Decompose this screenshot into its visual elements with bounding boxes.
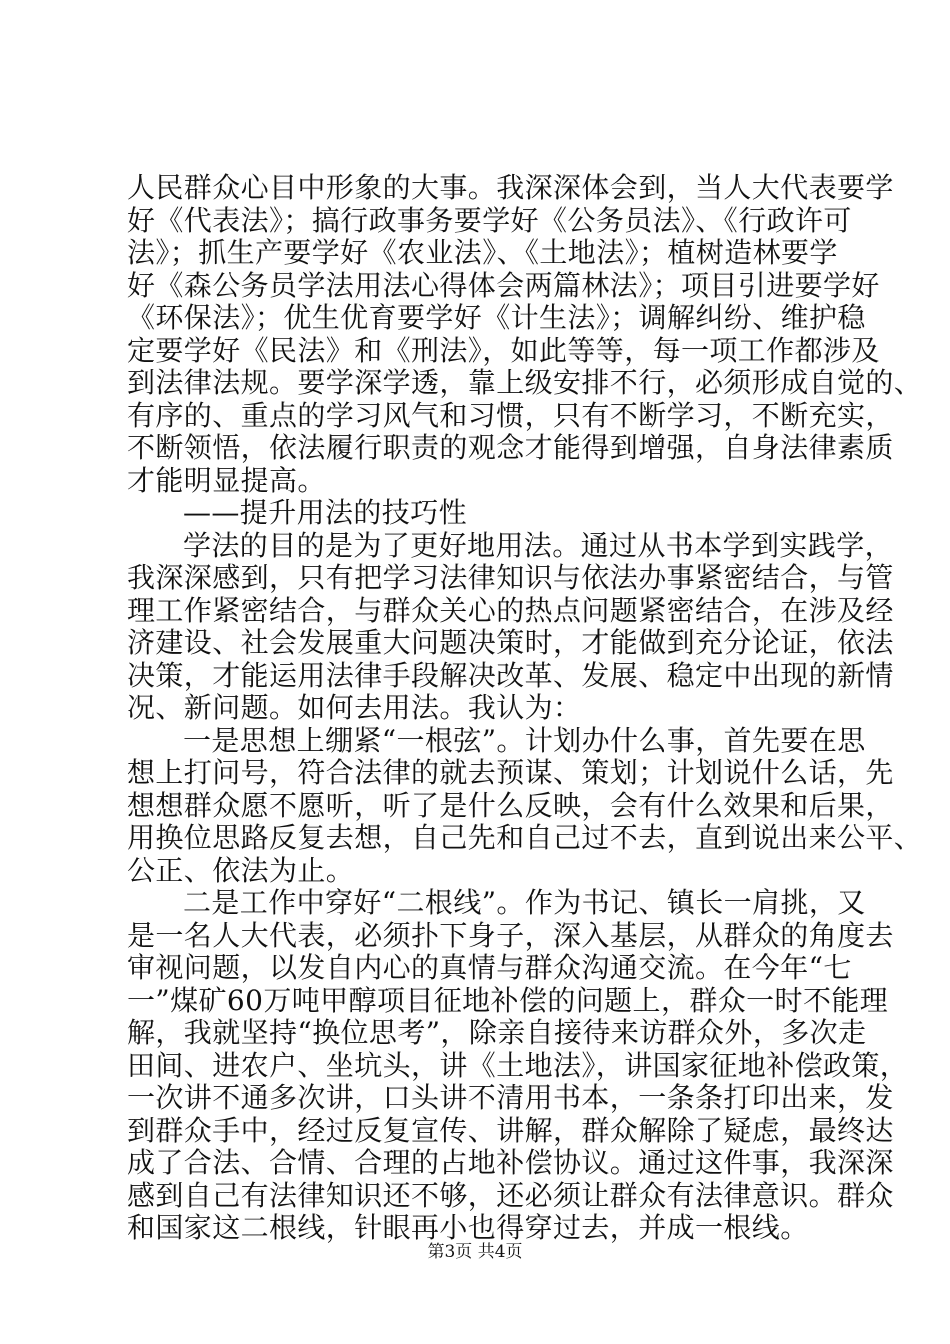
text-line: 才能明显提高。 bbox=[127, 463, 326, 497]
text-line: 解，我就坚持“换位思考”，除亲自接待来访群众外，多次走 bbox=[127, 1016, 867, 1049]
text-line: 想想群众愿不愿听，听了是什么反映，会有什么效果和后果， bbox=[127, 788, 894, 822]
text-line: 一次讲不通多次讲，口头讲不清用书本，一条条打印出来，发 bbox=[127, 1081, 894, 1114]
text-line: 到群众手中，经过反复宣传、讲解，群众解除了疑虑，最终达 bbox=[127, 1113, 894, 1147]
text-line: 济建设、社会发展重大问题决策时，才能做到充分论证，依法 bbox=[127, 626, 894, 659]
text-line: 和国家这二根线，针眼再小也得穿过去，并成一根线。 bbox=[127, 1211, 809, 1244]
text-line: 决策，才能运用法律手段解决改革、发展、稳定中出现的新情 bbox=[127, 658, 894, 692]
text-line: 一”煤矿60万吨甲醇项目征地补偿的问题上，群众一时不能理 bbox=[127, 983, 889, 1017]
text-line: 况、新问题。如何去用法。我认为： bbox=[127, 691, 582, 724]
document-body bbox=[127, 171, 923, 1245]
text-line: 我深深感到，只有把学习法律知识与依法办事紧密结合，与管 bbox=[127, 561, 894, 594]
text-line: 法》；抓生产要学好《农业法》、《土地法》；植树造林要学 bbox=[127, 236, 838, 269]
text-line: 《环保法》；优生优育要学好《计生法》；调解纠纷、维护稳 bbox=[127, 301, 866, 334]
page-number-footer: 第3页 共4页 bbox=[427, 1242, 523, 1262]
text-line: 是一名人大代表，必须扑下身子，深入基层，从群众的角度去 bbox=[127, 918, 894, 952]
text-line: 感到自己有法律知识还不够，还必须让群众有法律意识。群众 bbox=[127, 1178, 894, 1212]
text-line: 有序的、重点的学习风气和习惯，只有不断学习，不断充实， bbox=[127, 398, 894, 432]
text-line: 理工作紧密结合，与群众关心的热点问题紧密结合，在涉及经 bbox=[127, 593, 894, 627]
text-line: 定要学好《民法》和《刑法》，如此等等，每一项工作都涉及 bbox=[127, 333, 880, 367]
text-line: 人民群众心目中形象的大事。我深深体会到，当人大代表要学 bbox=[127, 171, 894, 204]
text-line: 想上打问号，符合法律的就去预谋、策划；计划说什么话，先 bbox=[127, 756, 894, 789]
text-line: 田间、进农户、坐坑头，讲《土地法》，讲国家征地补偿政策， bbox=[127, 1048, 909, 1082]
text-line: 成了合法、合情、合理的占地补偿协议。通过这件事，我深深 bbox=[127, 1146, 894, 1179]
text-line: 好《代表法》；搞行政事务要学好《公务员法》、《行政许可 bbox=[127, 203, 852, 237]
text-line: 学法的目的是为了更好地用法。通过从书本学到实践学， bbox=[183, 528, 894, 562]
text-line: 审视问题，以发自内心的真情与群众沟通交流。在今年“七 bbox=[127, 951, 852, 984]
text-line: 公正、依法为止。 bbox=[127, 853, 355, 887]
text-line: 不断领悟，依法履行职责的观念才能得到增强，自身法律素质 bbox=[127, 431, 894, 464]
text-line: 二是工作中穿好“二根线”。作为书记、镇长一肩挑，又 bbox=[183, 886, 866, 919]
text-line: 好《森公务员学法用法心得体会两篇林法》；项目引进要学好 bbox=[127, 268, 880, 302]
text-line: 一是思想上绷紧“一根弦”。计划办什么事，首先要在思 bbox=[183, 723, 866, 757]
text-line: 到法律法规。要学深学透，靠上级安排不行，必须形成自觉的、 bbox=[127, 366, 923, 399]
section-heading: ——提升用法的技巧性 bbox=[183, 496, 468, 529]
text-line: 用换位思路反复去想，自己先和自己过不去，直到说出来公平、 bbox=[127, 821, 923, 854]
